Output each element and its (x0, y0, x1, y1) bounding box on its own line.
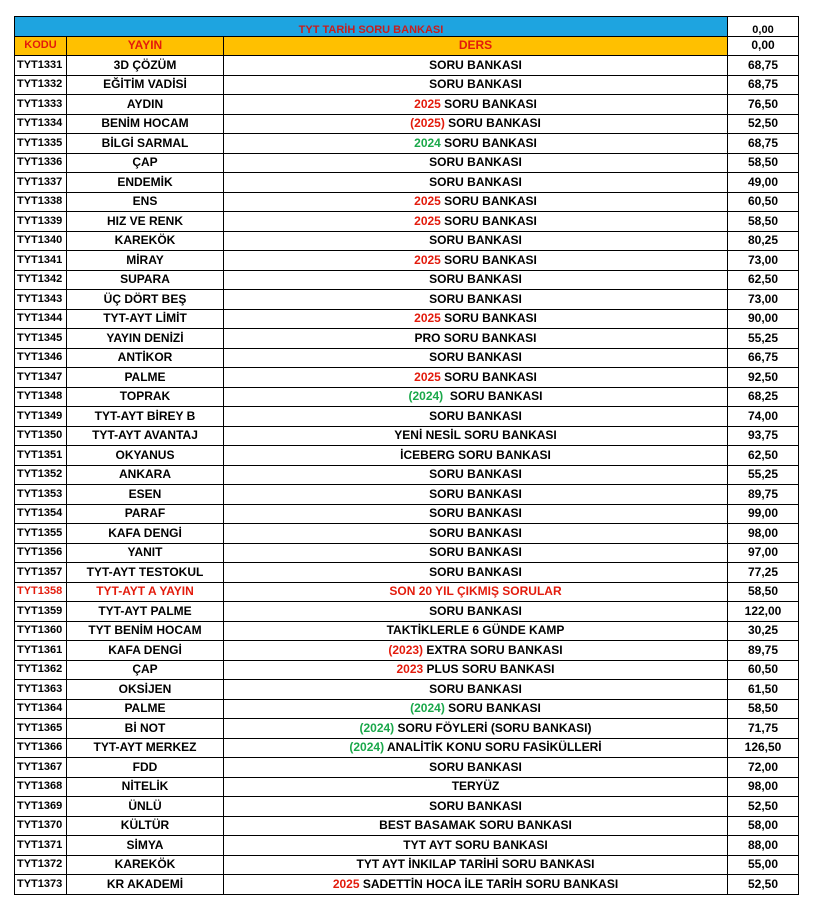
cell-price[interactable]: 89,75 (728, 641, 799, 661)
price-table (14, 16, 799, 895)
year-tag: 2025 (414, 194, 441, 209)
cell-price[interactable]: 62,50 (728, 270, 799, 290)
cell-ders[interactable] (224, 621, 728, 641)
cell-price[interactable]: 58,50 (728, 582, 799, 602)
ders-text: SORU BANKASI (429, 155, 522, 170)
cell-code[interactable]: TYT1362 (15, 660, 67, 680)
year-tag: (2023) (388, 642, 424, 657)
cell-ders[interactable] (224, 309, 728, 329)
cell-price[interactable]: 80,25 (728, 231, 799, 251)
cell-code[interactable]: TYT1365 (15, 719, 67, 739)
cell-price[interactable]: 58,50 (728, 212, 799, 232)
table-row (15, 329, 799, 349)
cell-ders[interactable] (224, 173, 728, 193)
table-row (15, 485, 799, 505)
cell-yayin[interactable]: TYT-AYT MERKEZ (67, 738, 224, 758)
ders-text: SORU BANKASI (440, 311, 537, 326)
table-row (15, 153, 799, 173)
cell-price[interactable]: 58,50 (728, 699, 799, 719)
cell-ders[interactable] (224, 719, 728, 739)
cell-yayin[interactable]: KAREKÖK (67, 855, 224, 875)
cell-price[interactable]: 62,50 (728, 446, 799, 466)
ders-text: SORU BANKASI (429, 486, 522, 501)
cell-ders[interactable] (224, 582, 728, 602)
ders-text: PLUS SORU BANKASI (423, 662, 555, 677)
ders-text: PRO SORU BANKASI (414, 330, 537, 345)
table-row (15, 641, 799, 661)
ders-text: SORU BANKASI (429, 681, 522, 696)
cell-yayin[interactable]: NİTELİK (67, 777, 224, 797)
cell-yayin[interactable]: ENDEMİK (67, 173, 224, 193)
cell-yayin[interactable]: TYT-AYT AVANTAJ (67, 426, 224, 446)
cell-yayin[interactable]: SUPARA (67, 270, 224, 290)
ders-text: SORU BANKASI (429, 525, 522, 540)
cell-yayin[interactable]: TYT BENİM HOCAM (67, 621, 224, 641)
cell-ders[interactable] (224, 836, 728, 856)
header-kodu[interactable]: KODU (15, 36, 67, 56)
cell-ders[interactable] (224, 504, 728, 524)
cell-code[interactable]: TYT1351 (15, 446, 67, 466)
year-tag: (2024) (408, 389, 444, 404)
cell-yayin[interactable]: ÇAP (67, 153, 224, 173)
cell-price[interactable]: 49,00 (728, 173, 799, 193)
table-row (15, 543, 799, 563)
cell-code[interactable]: TYT1357 (15, 563, 67, 583)
table-row (15, 212, 799, 232)
cell-yayin[interactable]: ÇAP (67, 660, 224, 680)
ders-text: SADETTİN HOCA İLE TARİH SORU BANKASI (359, 876, 619, 891)
cell-code[interactable]: TYT1333 (15, 95, 67, 115)
cell-ders[interactable] (224, 797, 728, 817)
cell-yayin[interactable]: Bİ NOT (67, 719, 224, 739)
table-row (15, 192, 799, 212)
header-yayin[interactable]: YAYIN (67, 36, 224, 56)
title-row (15, 17, 799, 37)
table-row (15, 387, 799, 407)
cell-price[interactable]: 90,00 (728, 309, 799, 329)
table-row (15, 524, 799, 544)
table-row (15, 270, 799, 290)
cell-ders[interactable] (224, 407, 728, 427)
ders-text: TAKTİKLERLE 6 GÜNDE KAMP (386, 623, 565, 638)
ders-text: SORU BANKASI (440, 252, 537, 267)
cell-code[interactable]: TYT1345 (15, 329, 67, 349)
table-row (15, 816, 799, 836)
ders-text: SORU BANKASI (440, 96, 537, 111)
table-row (15, 836, 799, 856)
cell-ders[interactable] (224, 602, 728, 622)
table-row (15, 855, 799, 875)
cell-yayin[interactable]: BİLGİ SARMAL (67, 134, 224, 154)
table-row (15, 173, 799, 193)
table-row (15, 75, 799, 95)
ders-text: SORU BANKASI (444, 116, 541, 131)
table-title[interactable]: TYT TARİH SORU BANKASI (15, 17, 728, 37)
table-row (15, 446, 799, 466)
cell-price[interactable]: 72,00 (728, 758, 799, 778)
cell-ders[interactable] (224, 465, 728, 485)
table-row (15, 95, 799, 115)
cell-code[interactable]: TYT1372 (15, 855, 67, 875)
ders-text: YENİ NESİL SORU BANKASI (394, 428, 557, 443)
cell-yayin[interactable]: KR AKADEMİ (67, 875, 224, 895)
ders-text: SORU BANKASI (429, 77, 522, 92)
table-row (15, 738, 799, 758)
cell-code[interactable]: TYT1370 (15, 816, 67, 836)
cell-ders[interactable] (224, 192, 728, 212)
ders-text: SORU FÖYLERİ (SORU BANKASI) (394, 720, 592, 735)
cell-yayin[interactable]: PARAF (67, 504, 224, 524)
ders-text: BEST BASAMAK SORU BANKASI (379, 818, 572, 833)
table-row (15, 777, 799, 797)
cell-code[interactable]: TYT1349 (15, 407, 67, 427)
cell-code[interactable]: TYT1346 (15, 348, 67, 368)
ders-text: EXTRA SORU BANKASI (423, 642, 563, 657)
cell-price[interactable]: 55,25 (728, 329, 799, 349)
cell-price[interactable]: 68,75 (728, 75, 799, 95)
table-row (15, 56, 799, 76)
cell-price[interactable]: 98,00 (728, 524, 799, 544)
table-row (15, 719, 799, 739)
table-row (15, 309, 799, 329)
cell-yayin[interactable]: EĞİTİM VADİSİ (67, 75, 224, 95)
price-list-sheet (14, 16, 799, 895)
cell-price[interactable]: 73,00 (728, 290, 799, 310)
cell-code[interactable]: TYT1336 (15, 153, 67, 173)
ders-text: SORU BANKASI (440, 369, 537, 384)
cell-ders[interactable] (224, 816, 728, 836)
cell-ders[interactable] (224, 95, 728, 115)
ders-text: TYT AYT SORU BANKASI (403, 837, 548, 852)
cell-code[interactable]: TYT1342 (15, 270, 67, 290)
cell-ders[interactable] (224, 524, 728, 544)
table-row (15, 680, 799, 700)
cell-price[interactable]: 76,50 (728, 95, 799, 115)
cell-code[interactable]: TYT1354 (15, 504, 67, 524)
ders-text: TYT AYT İNKILAP TARİHİ SORU BANKASI (356, 857, 595, 872)
cell-price[interactable]: 55,25 (728, 465, 799, 485)
cell-ders[interactable] (224, 875, 728, 895)
cell-price[interactable]: 68,75 (728, 56, 799, 76)
cell-code[interactable]: TYT1356 (15, 543, 67, 563)
ders-text: SORU BANKASI (429, 798, 522, 813)
year-tag: 2025 (414, 213, 441, 228)
cell-price[interactable]: 60,50 (728, 660, 799, 680)
ders-text: SORU BANKASI (444, 701, 541, 716)
cell-code[interactable]: TYT1355 (15, 524, 67, 544)
cell-ders[interactable] (224, 114, 728, 134)
cell-price[interactable]: 92,50 (728, 368, 799, 388)
cell-code[interactable]: TYT1369 (15, 797, 67, 817)
cell-price[interactable]: 52,50 (728, 875, 799, 895)
cell-ders[interactable] (224, 329, 728, 349)
ders-text: SORU BANKASI (429, 467, 522, 482)
table-row (15, 134, 799, 154)
cell-price[interactable]: 66,75 (728, 348, 799, 368)
year-tag: 2025 (414, 369, 441, 384)
cell-yayin[interactable]: BENİM HOCAM (67, 114, 224, 134)
cell-price[interactable]: 60,50 (728, 192, 799, 212)
cell-yayin[interactable]: SİMYA (67, 836, 224, 856)
cell-price[interactable]: 30,25 (728, 621, 799, 641)
cell-yayin[interactable]: MİRAY (67, 251, 224, 271)
cell-code[interactable]: TYT1339 (15, 212, 67, 232)
cell-code[interactable]: TYT1368 (15, 777, 67, 797)
header-price[interactable]: 0,00 (728, 36, 799, 56)
cell-ders[interactable] (224, 290, 728, 310)
cell-yayin[interactable]: ANTİKOR (67, 348, 224, 368)
cell-ders[interactable] (224, 738, 728, 758)
cell-code[interactable]: TYT1335 (15, 134, 67, 154)
table-row (15, 875, 799, 895)
table-row (15, 660, 799, 680)
cell-ders[interactable] (224, 368, 728, 388)
ders-text: SORU BANKASI (429, 564, 522, 579)
table-row (15, 290, 799, 310)
cell-code[interactable]: TYT1358 (15, 582, 67, 602)
cell-yayin[interactable]: YANIT (67, 543, 224, 563)
cell-price[interactable]: 52,50 (728, 114, 799, 134)
cell-price[interactable]: 68,25 (728, 387, 799, 407)
cell-code[interactable]: TYT1371 (15, 836, 67, 856)
cell-ders[interactable] (224, 543, 728, 563)
cell-price[interactable]: 88,00 (728, 836, 799, 856)
table-row (15, 582, 799, 602)
cell-ders[interactable] (224, 56, 728, 76)
cell-code[interactable]: TYT1364 (15, 699, 67, 719)
ders-text: İCEBERG SORU BANKASI (400, 447, 551, 462)
ders-text: SORU BANKASI (429, 57, 522, 72)
ders-text: SORU BANKASI (429, 272, 522, 287)
table-row (15, 758, 799, 778)
cell-code[interactable]: TYT1332 (15, 75, 67, 95)
header-ders[interactable]: DERS (224, 36, 728, 56)
cell-ders[interactable] (224, 348, 728, 368)
year-tag: 2025 (414, 252, 441, 267)
cell-code[interactable]: TYT1341 (15, 251, 67, 271)
cell-yayin[interactable]: TYT-AYT A YAYIN (67, 582, 224, 602)
cell-ders[interactable] (224, 485, 728, 505)
cell-price[interactable]: 126,50 (728, 738, 799, 758)
cell-yayin[interactable]: KAFA DENGİ (67, 641, 224, 661)
cell-ders[interactable] (224, 134, 728, 154)
cell-yayin[interactable]: AYDIN (67, 95, 224, 115)
cell-code[interactable]: TYT1360 (15, 621, 67, 641)
cell-yayin[interactable]: HIZ VE RENK (67, 212, 224, 232)
ders-text: SORU BANKASI (443, 389, 543, 404)
cell-code[interactable]: TYT1373 (15, 875, 67, 895)
cell-ders[interactable] (224, 855, 728, 875)
cell-code[interactable]: TYT1331 (15, 56, 67, 76)
cell-price[interactable]: 55,00 (728, 855, 799, 875)
cell-code[interactable]: TYT1350 (15, 426, 67, 446)
table-row (15, 368, 799, 388)
cell-price[interactable]: 68,75 (728, 134, 799, 154)
cell-price[interactable]: 71,75 (728, 719, 799, 739)
table-row (15, 797, 799, 817)
cell-yayin[interactable]: OKSİJEN (67, 680, 224, 700)
header-row (15, 36, 799, 56)
cell-price[interactable]: 98,00 (728, 777, 799, 797)
cell-yayin[interactable]: OKYANUS (67, 446, 224, 466)
year-tag: (2024) (349, 740, 385, 755)
ders-text: SORU BANKASI (429, 506, 522, 521)
cell-price[interactable]: 52,50 (728, 797, 799, 817)
cell-price[interactable]: 74,00 (728, 407, 799, 427)
cell-price[interactable]: 58,50 (728, 153, 799, 173)
cell-yayin[interactable]: FDD (67, 758, 224, 778)
cell-code[interactable]: TYT1344 (15, 309, 67, 329)
cell-code[interactable]: TYT1352 (15, 465, 67, 485)
cell-ders[interactable] (224, 563, 728, 583)
title-total[interactable]: 0,00 (728, 17, 799, 37)
cell-ders[interactable] (224, 75, 728, 95)
ders-text: SORU BANKASI (429, 233, 522, 248)
ders-text: TERYÜZ (451, 779, 500, 794)
cell-yayin[interactable]: ANKARA (67, 465, 224, 485)
cell-ders[interactable] (224, 426, 728, 446)
ders-text: ANALİTİK KONU SORU FASİKÜLLERİ (384, 740, 602, 755)
year-tag: 2025 (414, 96, 441, 111)
table-row (15, 504, 799, 524)
cell-ders[interactable] (224, 387, 728, 407)
ders-text: SON 20 YIL ÇIKMIŞ SORULAR (389, 584, 562, 599)
year-tag: 2025 (332, 876, 360, 891)
cell-price[interactable]: 97,00 (728, 543, 799, 563)
table-row (15, 231, 799, 251)
cell-price[interactable]: 122,00 (728, 602, 799, 622)
cell-code[interactable]: TYT1363 (15, 680, 67, 700)
cell-code[interactable]: TYT1359 (15, 602, 67, 622)
cell-price[interactable]: 93,75 (728, 426, 799, 446)
cell-code[interactable]: TYT1367 (15, 758, 67, 778)
cell-yayin[interactable]: TYT-AYT BİREY B (67, 407, 224, 427)
ders-text: SORU BANKASI (429, 350, 522, 365)
ders-text: SORU BANKASI (429, 759, 522, 774)
cell-ders[interactable] (224, 270, 728, 290)
ders-text: SORU BANKASI (429, 545, 522, 560)
cell-code[interactable]: TYT1337 (15, 173, 67, 193)
cell-code[interactable]: TYT1361 (15, 641, 67, 661)
cell-yayin[interactable]: KÜLTÜR (67, 816, 224, 836)
table-row (15, 465, 799, 485)
cell-yayin[interactable]: ÜNLÜ (67, 797, 224, 817)
cell-ders[interactable] (224, 758, 728, 778)
year-tag: 2024 (414, 135, 441, 150)
cell-yayin[interactable]: PALME (67, 699, 224, 719)
cell-ders[interactable] (224, 680, 728, 700)
cell-ders[interactable] (224, 231, 728, 251)
cell-ders[interactable] (224, 153, 728, 173)
table-row (15, 602, 799, 622)
cell-ders[interactable] (224, 660, 728, 680)
table-row (15, 348, 799, 368)
cell-price[interactable]: 89,75 (728, 485, 799, 505)
cell-yayin[interactable]: ENS (67, 192, 224, 212)
cell-code[interactable]: TYT1338 (15, 192, 67, 212)
ders-text: SORU BANKASI (429, 174, 522, 189)
cell-yayin[interactable]: TYT-AYT LİMİT (67, 309, 224, 329)
year-tag: (2024) (410, 701, 445, 716)
cell-code[interactable]: TYT1353 (15, 485, 67, 505)
cell-ders[interactable] (224, 641, 728, 661)
cell-code[interactable]: TYT1340 (15, 231, 67, 251)
year-tag: (2024) (359, 720, 395, 735)
cell-yayin[interactable]: ESEN (67, 485, 224, 505)
cell-ders[interactable] (224, 699, 728, 719)
ders-text: SORU BANKASI (440, 135, 537, 150)
cell-yayin[interactable]: TOPRAK (67, 387, 224, 407)
ders-text: SORU BANKASI (429, 291, 522, 306)
table-row (15, 407, 799, 427)
cell-yayin[interactable]: 3D ÇÖZÜM (67, 56, 224, 76)
year-tag: 2025 (414, 311, 441, 326)
cell-yayin[interactable]: PALME (67, 368, 224, 388)
cell-code[interactable]: TYT1348 (15, 387, 67, 407)
cell-yayin[interactable]: TYT-AYT PALME (67, 602, 224, 622)
table-row (15, 621, 799, 641)
cell-yayin[interactable]: YAYIN DENİZİ (67, 329, 224, 349)
cell-code[interactable]: TYT1347 (15, 368, 67, 388)
ders-text: SORU BANKASI (440, 194, 537, 209)
year-tag: 2023 (396, 662, 424, 677)
cell-price[interactable]: 58,00 (728, 816, 799, 836)
cell-yayin[interactable]: KAFA DENGİ (67, 524, 224, 544)
cell-price[interactable]: 73,00 (728, 251, 799, 271)
table-row (15, 251, 799, 271)
ders-text: SORU BANKASI (429, 408, 522, 423)
year-tag: (2025) (410, 116, 445, 131)
cell-yayin[interactable]: TYT-AYT TESTOKUL (67, 563, 224, 583)
ders-text: SORU BANKASI (440, 213, 537, 228)
cell-price[interactable]: 61,50 (728, 680, 799, 700)
ders-text: SORU BANKASI (429, 603, 522, 618)
cell-code[interactable]: TYT1366 (15, 738, 67, 758)
cell-yayin[interactable]: ÜÇ DÖRT BEŞ (67, 290, 224, 310)
cell-yayin[interactable]: KAREKÖK (67, 231, 224, 251)
cell-price[interactable]: 99,00 (728, 504, 799, 524)
cell-ders[interactable] (224, 446, 728, 466)
table-row (15, 426, 799, 446)
cell-code[interactable]: TYT1343 (15, 290, 67, 310)
cell-ders[interactable] (224, 777, 728, 797)
cell-price[interactable]: 77,25 (728, 563, 799, 583)
table-row (15, 563, 799, 583)
cell-code[interactable]: TYT1334 (15, 114, 67, 134)
cell-ders[interactable] (224, 212, 728, 232)
cell-ders[interactable] (224, 251, 728, 271)
table-row (15, 114, 799, 134)
table-row (15, 699, 799, 719)
price-table-body (15, 17, 799, 895)
